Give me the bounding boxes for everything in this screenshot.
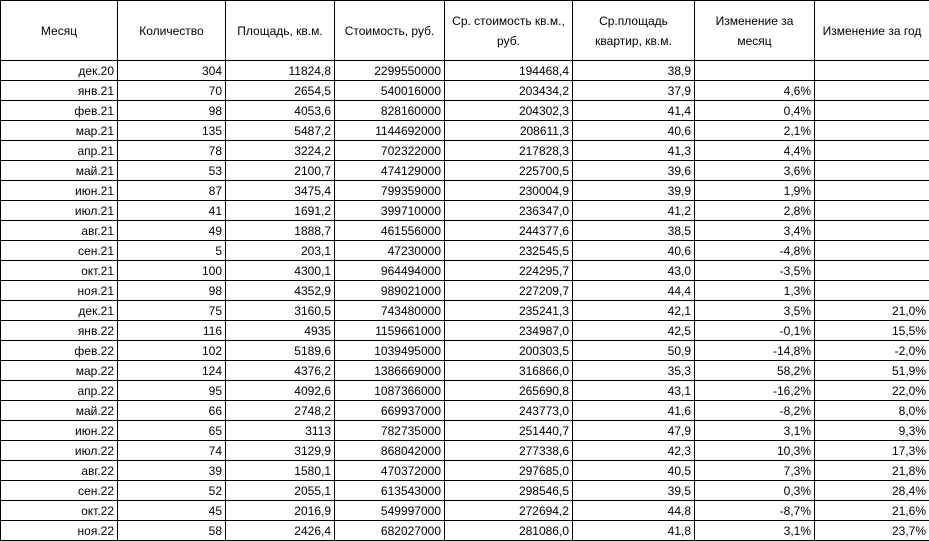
cell-change-year[interactable]: 23,7% [815, 521, 929, 541]
cell-avg-price-sqm[interactable]: 230004,9 [445, 181, 573, 201]
cell-area[interactable]: 3113 [226, 421, 335, 441]
table-row [1, 221, 929, 241]
cell-cost[interactable]: 1159661000 [335, 321, 445, 341]
cell-area[interactable]: 4300,1 [226, 261, 335, 281]
cell-area[interactable]: 5487,2 [226, 121, 335, 141]
cell-avg-price-sqm[interactable]: 200303,5 [445, 341, 573, 361]
cell-change-month[interactable]: -4,8% [695, 241, 815, 261]
cell-avg-price-sqm[interactable]: 234987,0 [445, 321, 573, 341]
cell-count[interactable]: 45 [118, 501, 226, 521]
cell-avg-price-sqm[interactable]: 203434,2 [445, 81, 573, 101]
header-row [1, 1, 929, 61]
table-row [1, 181, 929, 201]
cell-change-month[interactable] [695, 61, 815, 81]
cell-avg-area[interactable]: 44,4 [573, 281, 695, 301]
cell-change-month[interactable]: -8,7% [695, 501, 815, 521]
cell-area[interactable]: 1691,2 [226, 201, 335, 221]
table-row [1, 141, 929, 161]
cell-area[interactable]: 4352,9 [226, 281, 335, 301]
table-row [1, 201, 929, 221]
cell-cost[interactable]: 828160000 [335, 101, 445, 121]
cell-cost[interactable]: 868042000 [335, 441, 445, 461]
cell-change-year[interactable]: -2,0% [815, 341, 929, 361]
cell-avg-price-sqm[interactable]: 204302,3 [445, 101, 573, 121]
cell-count[interactable]: 95 [118, 381, 226, 401]
cell-avg-price-sqm[interactable]: 281086,0 [445, 521, 573, 541]
cell-month[interactable]: авг.21 [1, 221, 118, 241]
cell-change-year[interactable] [815, 201, 929, 221]
cell-change-year[interactable] [815, 141, 929, 161]
cell-change-month[interactable]: -16,2% [695, 381, 815, 401]
cell-count[interactable]: 135 [118, 121, 226, 141]
cell-change-month[interactable]: 4,4% [695, 141, 815, 161]
cell-cost[interactable]: 470372000 [335, 461, 445, 481]
cell-area[interactable]: 2426,4 [226, 521, 335, 541]
cell-cost[interactable]: 682027000 [335, 521, 445, 541]
cell-count[interactable]: 39 [118, 461, 226, 481]
cell-change-month[interactable]: -0,1% [695, 321, 815, 341]
table-body [1, 61, 929, 541]
cell-area[interactable]: 2100,7 [226, 161, 335, 181]
table-row [1, 241, 929, 261]
cell-count[interactable]: 100 [118, 261, 226, 281]
cell-cost[interactable]: 2299550000 [335, 61, 445, 81]
cell-count[interactable]: 98 [118, 281, 226, 301]
cell-avg-price-sqm[interactable]: 225700,5 [445, 161, 573, 181]
cell-change-month[interactable]: 2,1% [695, 121, 815, 141]
cell-area[interactable]: 4092,6 [226, 381, 335, 401]
cell-avg-area[interactable]: 41,2 [573, 201, 695, 221]
table-row [1, 461, 929, 481]
cell-change-year[interactable] [815, 281, 929, 301]
cell-change-year[interactable]: 21,0% [815, 301, 929, 321]
cell-avg-price-sqm[interactable]: 297685,0 [445, 461, 573, 481]
cell-area[interactable]: 11824,8 [226, 61, 335, 81]
cell-avg-area[interactable]: 40,6 [573, 121, 695, 141]
table-row [1, 301, 929, 321]
cell-change-month[interactable]: 3,5% [695, 301, 815, 321]
cell-month[interactable]: сен.21 [1, 241, 118, 261]
cell-avg-area[interactable]: 43,0 [573, 261, 695, 281]
cell-change-year[interactable]: 21,6% [815, 501, 929, 521]
cell-avg-price-sqm[interactable]: 298546,5 [445, 481, 573, 501]
cell-change-month[interactable]: 3,4% [695, 221, 815, 241]
cell-cost[interactable]: 702322000 [335, 141, 445, 161]
cell-change-month[interactable]: 10,3% [695, 441, 815, 461]
cell-month[interactable]: июл.21 [1, 201, 118, 221]
cell-avg-price-sqm[interactable]: 265690,8 [445, 381, 573, 401]
cell-cost[interactable]: 743480000 [335, 301, 445, 321]
cell-change-month[interactable]: -8,2% [695, 401, 815, 421]
cell-area[interactable]: 2748,2 [226, 401, 335, 421]
cell-cost[interactable]: 1144692000 [335, 121, 445, 141]
cell-avg-area[interactable]: 42,1 [573, 301, 695, 321]
cell-change-year[interactable] [815, 161, 929, 181]
cell-area[interactable]: 2055,1 [226, 481, 335, 501]
cell-cost[interactable]: 989021000 [335, 281, 445, 301]
table-row [1, 521, 929, 541]
cell-month[interactable]: янв.22 [1, 321, 118, 341]
cell-count[interactable]: 52 [118, 481, 226, 501]
cell-month[interactable]: дек.21 [1, 301, 118, 321]
cell-avg-area[interactable]: 41,4 [573, 101, 695, 121]
cell-avg-area[interactable]: 39,6 [573, 161, 695, 181]
cell-change-year[interactable]: 22,0% [815, 381, 929, 401]
cell-month[interactable]: ноя.21 [1, 281, 118, 301]
cell-avg-area[interactable]: 37,9 [573, 81, 695, 101]
cell-change-year[interactable]: 21,8% [815, 461, 929, 481]
cell-avg-area[interactable]: 42,3 [573, 441, 695, 461]
cell-change-month[interactable]: -14,8% [695, 341, 815, 361]
cell-month[interactable]: май.21 [1, 161, 118, 181]
cell-area[interactable]: 2654,5 [226, 81, 335, 101]
cell-change-month[interactable]: 3,1% [695, 521, 815, 541]
table-row [1, 101, 929, 121]
cell-cost[interactable]: 399710000 [335, 201, 445, 221]
cell-count[interactable]: 116 [118, 321, 226, 341]
cell-change-month[interactable]: 3,1% [695, 421, 815, 441]
cell-count[interactable]: 102 [118, 341, 226, 361]
cell-area[interactable]: 1580,1 [226, 461, 335, 481]
cell-avg-area[interactable]: 44,8 [573, 501, 695, 521]
table-row [1, 161, 929, 181]
header-cost[interactable]: Стоимость, руб. [335, 1, 445, 61]
table-row [1, 121, 929, 141]
cell-avg-price-sqm[interactable]: 224295,7 [445, 261, 573, 281]
cell-cost[interactable]: 799359000 [335, 181, 445, 201]
cell-count[interactable]: 70 [118, 81, 226, 101]
cell-month[interactable]: сен.22 [1, 481, 118, 501]
cell-area[interactable]: 203,1 [226, 241, 335, 261]
cell-count[interactable]: 78 [118, 141, 226, 161]
table-row [1, 361, 929, 381]
cell-avg-area[interactable]: 43,1 [573, 381, 695, 401]
cell-change-year[interactable] [815, 81, 929, 101]
table-row [1, 401, 929, 421]
cell-avg-price-sqm[interactable]: 227209,7 [445, 281, 573, 301]
cell-cost[interactable]: 613543000 [335, 481, 445, 501]
cell-month[interactable]: июн.21 [1, 181, 118, 201]
cell-change-year[interactable]: 28,4% [815, 481, 929, 501]
cell-change-year[interactable]: 8,0% [815, 401, 929, 421]
cell-avg-price-sqm[interactable]: 244377,6 [445, 221, 573, 241]
cell-area[interactable]: 3475,4 [226, 181, 335, 201]
table-row [1, 261, 929, 281]
cell-count[interactable]: 87 [118, 181, 226, 201]
header-avg-area[interactable]: Ср.площадь квартир, кв.м. [573, 1, 695, 61]
cell-change-year[interactable] [815, 121, 929, 141]
cell-change-year[interactable]: 15,5% [815, 321, 929, 341]
cell-area[interactable]: 1888,7 [226, 221, 335, 241]
header-change-month[interactable]: Изменение за месяц [695, 1, 815, 61]
cell-count[interactable]: 98 [118, 101, 226, 121]
cell-change-year[interactable] [815, 221, 929, 241]
cell-area[interactable]: 2016,9 [226, 501, 335, 521]
cell-cost[interactable]: 549997000 [335, 501, 445, 521]
cell-area[interactable]: 3160,5 [226, 301, 335, 321]
cell-avg-price-sqm[interactable]: 316866,0 [445, 361, 573, 381]
cell-avg-area[interactable]: 41,3 [573, 141, 695, 161]
table-row [1, 321, 929, 341]
cell-change-year[interactable] [815, 101, 929, 121]
cell-avg-price-sqm[interactable]: 232545,5 [445, 241, 573, 261]
cell-month[interactable]: авг.22 [1, 461, 118, 481]
cell-month[interactable]: ноя.22 [1, 521, 118, 541]
cell-change-year[interactable] [815, 61, 929, 81]
cell-avg-price-sqm[interactable]: 208611,3 [445, 121, 573, 141]
cell-avg-price-sqm[interactable]: 272694,2 [445, 501, 573, 521]
cell-avg-price-sqm[interactable]: 243773,0 [445, 401, 573, 421]
cell-month[interactable]: апр.22 [1, 381, 118, 401]
cell-cost[interactable]: 782735000 [335, 421, 445, 441]
cell-avg-area[interactable]: 41,8 [573, 521, 695, 541]
table-row [1, 281, 929, 301]
cell-count[interactable]: 58 [118, 521, 226, 541]
cell-cost[interactable]: 1087366000 [335, 381, 445, 401]
table-row [1, 501, 929, 521]
cell-change-year[interactable] [815, 241, 929, 261]
cell-count[interactable]: 41 [118, 201, 226, 221]
table-row [1, 81, 929, 101]
cell-area[interactable]: 3224,2 [226, 141, 335, 161]
cell-change-month[interactable]: 2,8% [695, 201, 815, 221]
table-row [1, 381, 929, 401]
table-row [1, 441, 929, 461]
cell-month[interactable]: мар.22 [1, 361, 118, 381]
cell-cost[interactable]: 669937000 [335, 401, 445, 421]
table-row [1, 61, 929, 81]
cell-area[interactable]: 4935 [226, 321, 335, 341]
header-avg-price-sqm[interactable]: Ср. стоимость кв.м., руб. [445, 1, 573, 61]
cell-count[interactable]: 53 [118, 161, 226, 181]
cell-month[interactable]: май.22 [1, 401, 118, 421]
cell-avg-price-sqm[interactable]: 235241,3 [445, 301, 573, 321]
cell-month[interactable]: янв.21 [1, 81, 118, 101]
cell-cost[interactable]: 1039495000 [335, 341, 445, 361]
cell-month[interactable]: фев.22 [1, 341, 118, 361]
cell-change-month[interactable]: 0,3% [695, 481, 815, 501]
cell-avg-area[interactable]: 42,5 [573, 321, 695, 341]
cell-area[interactable]: 4376,2 [226, 361, 335, 381]
cell-count[interactable]: 124 [118, 361, 226, 381]
cell-avg-area[interactable]: 50,9 [573, 341, 695, 361]
cell-cost[interactable]: 461556000 [335, 221, 445, 241]
cell-count[interactable]: 65 [118, 421, 226, 441]
cell-count[interactable]: 75 [118, 301, 226, 321]
cell-change-month[interactable]: 4,6% [695, 81, 815, 101]
cell-month[interactable]: окт.21 [1, 261, 118, 281]
cell-count[interactable]: 74 [118, 441, 226, 461]
cell-month[interactable]: дек.20 [1, 61, 118, 81]
cell-change-month[interactable]: 7,3% [695, 461, 815, 481]
cell-count[interactable]: 304 [118, 61, 226, 81]
cell-month[interactable]: фев.21 [1, 101, 118, 121]
cell-cost[interactable]: 47230000 [335, 241, 445, 261]
cell-cost[interactable]: 540016000 [335, 81, 445, 101]
cell-month[interactable]: июл.22 [1, 441, 118, 461]
table-row [1, 481, 929, 501]
cell-avg-area[interactable]: 35,3 [573, 361, 695, 381]
cell-change-month[interactable]: 0,4% [695, 101, 815, 121]
cell-month[interactable]: июн.22 [1, 421, 118, 441]
cell-cost[interactable]: 964494000 [335, 261, 445, 281]
cell-month[interactable]: апр.21 [1, 141, 118, 161]
cell-avg-price-sqm[interactable]: 236347,0 [445, 201, 573, 221]
cell-avg-price-sqm[interactable]: 217828,3 [445, 141, 573, 161]
cell-avg-area[interactable]: 39,5 [573, 481, 695, 501]
cell-cost[interactable]: 1386669000 [335, 361, 445, 381]
cell-change-year[interactable]: 51,9% [815, 361, 929, 381]
cell-change-month[interactable]: 1,3% [695, 281, 815, 301]
cell-change-month[interactable]: 58,2% [695, 361, 815, 381]
cell-avg-area[interactable]: 38,5 [573, 221, 695, 241]
cell-month[interactable]: окт.22 [1, 501, 118, 521]
table-row [1, 341, 929, 361]
cell-count[interactable]: 49 [118, 221, 226, 241]
cell-avg-price-sqm[interactable]: 194468,4 [445, 61, 573, 81]
cell-month[interactable]: мар.21 [1, 121, 118, 141]
cell-area[interactable]: 5189,6 [226, 341, 335, 361]
cell-avg-price-sqm[interactable]: 251440,7 [445, 421, 573, 441]
cell-change-month[interactable]: 1,9% [695, 181, 815, 201]
table-row [1, 421, 929, 441]
header-month[interactable]: Месяц [1, 1, 118, 61]
cell-change-month[interactable]: -3,5% [695, 261, 815, 281]
cell-change-year[interactable] [815, 261, 929, 281]
cell-avg-price-sqm[interactable]: 277338,6 [445, 441, 573, 461]
cell-change-year[interactable] [815, 181, 929, 201]
cell-change-month[interactable]: 3,6% [695, 161, 815, 181]
cell-avg-area[interactable]: 41,6 [573, 401, 695, 421]
cell-cost[interactable]: 474129000 [335, 161, 445, 181]
header-change-year[interactable]: Изменение за год [815, 1, 929, 61]
header-area[interactable]: Площадь, кв.м. [226, 1, 335, 61]
cell-change-year[interactable]: 9,3% [815, 421, 929, 441]
cell-change-year[interactable]: 17,3% [815, 441, 929, 461]
cell-avg-area[interactable]: 40,5 [573, 461, 695, 481]
cell-area[interactable]: 4053,6 [226, 101, 335, 121]
cell-avg-area[interactable]: 39,9 [573, 181, 695, 201]
cell-area[interactable]: 3129,9 [226, 441, 335, 461]
cell-avg-area[interactable]: 47,9 [573, 421, 695, 441]
header-count[interactable]: Количество [118, 1, 226, 61]
cell-avg-area[interactable]: 40,6 [573, 241, 695, 261]
cell-count[interactable]: 66 [118, 401, 226, 421]
cell-count[interactable]: 5 [118, 241, 226, 261]
cell-avg-area[interactable]: 38,9 [573, 61, 695, 81]
